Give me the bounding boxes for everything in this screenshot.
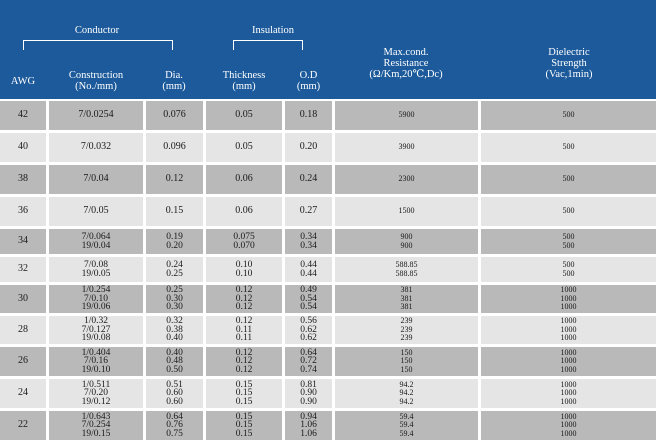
dia-cell-value: 0.25 — [166, 285, 183, 296]
dielectric-cell-value: 500 — [562, 268, 575, 278]
awg-cell-value: 24 — [18, 387, 28, 399]
od-cell-value: 0.64 — [300, 347, 317, 358]
dia-cell-value: 0.60 — [166, 388, 183, 399]
od-cell-value: 0.72 — [300, 356, 317, 367]
od-cell — [285, 316, 332, 344]
resistance-cell-value: 588.85 — [395, 268, 418, 278]
dielectric-cell-value: 1000 — [560, 333, 577, 343]
table-row — [0, 133, 656, 162]
resistance-cell — [335, 165, 478, 194]
resistance-cell-value: 150 — [400, 364, 413, 374]
awg-cell-value: 28 — [18, 323, 28, 335]
resistance-cell-value: 381 — [400, 293, 413, 303]
resistance-cell — [335, 411, 478, 440]
od-header-line-1: O.D — [299, 70, 318, 81]
dielectric-cell-value: 1000 — [560, 396, 577, 406]
od-cell — [285, 101, 332, 130]
dia-cell-value: 0.75 — [166, 428, 183, 439]
thickness-cell-value: 0.12 — [235, 285, 253, 296]
od-cell — [285, 257, 332, 282]
dielectric-cell-value: 500 — [562, 110, 575, 120]
awg-cell — [0, 257, 46, 282]
dielectric-cell — [481, 229, 656, 254]
construction-cell — [49, 229, 143, 254]
resistance-cell — [335, 316, 478, 344]
od-cell-value: 0.62 — [300, 324, 317, 335]
resistance-cell-value: 2300 — [398, 174, 415, 184]
dia-cell-value: 0.12 — [165, 173, 184, 185]
resistance-cell-value: 239 — [400, 316, 413, 326]
awg-cell — [0, 379, 46, 408]
awg-cell — [0, 347, 46, 376]
thickness-cell-value: 0.15 — [235, 428, 253, 439]
thickness-header-line-1: Thickness — [222, 70, 266, 81]
dielectric-cell-value: 1000 — [560, 302, 577, 312]
awg-header: AWG — [10, 76, 36, 87]
od-cell-value: 0.44 — [300, 268, 317, 279]
resistance-header-line-2: Resistance — [383, 58, 429, 69]
dielectric-cell-value: 500 — [562, 206, 575, 216]
construction-cell — [49, 197, 143, 226]
construction-cell — [49, 101, 143, 130]
od-cell-value: 0.34 — [300, 240, 317, 251]
construction-cell-value: 7/0.0254 — [78, 109, 114, 121]
dia-header — [146, 70, 202, 92]
od-cell-value: 0.49 — [300, 285, 317, 296]
resistance-cell-value: 150 — [400, 347, 413, 357]
construction-cell-value: 7/0.10 — [83, 293, 108, 304]
construction-cell-value: 1/0.254 — [81, 285, 111, 296]
thickness-header — [206, 70, 282, 92]
thickness-cell-value: 0.11 — [235, 324, 253, 335]
dielectric-cell-value: 500 — [562, 240, 575, 250]
construction-cell-value: 7/0.05 — [83, 205, 109, 217]
od-cell-value: 0.44 — [300, 259, 317, 270]
awg-cell — [0, 316, 46, 344]
dielectric-cell — [481, 379, 656, 408]
table-row — [0, 285, 656, 313]
thickness-cell-value: 0.15 — [235, 379, 253, 390]
dielectric-cell — [481, 285, 656, 313]
awg-cell-value: 32 — [18, 263, 28, 275]
construction-cell-value: 19/0.12 — [81, 396, 111, 407]
resistance-cell — [335, 101, 478, 130]
od-cell-value: 0.54 — [300, 302, 317, 313]
construction-header — [50, 70, 142, 92]
od-cell-value: 0.81 — [300, 379, 317, 390]
thickness-cell-value: 0.10 — [235, 268, 253, 279]
od-cell-value: 0.94 — [300, 411, 317, 422]
awg-cell-value: 34 — [18, 235, 28, 247]
construction-cell-value: 19/0.15 — [81, 428, 111, 439]
thickness-cell — [206, 197, 282, 226]
resistance-cell — [335, 379, 478, 408]
dielectric-cell-value: 500 — [562, 142, 575, 152]
od-cell-value: 0.56 — [300, 316, 317, 327]
thickness-cell-value: 0.11 — [235, 333, 253, 344]
dielectric-header-line-2: Strength — [551, 58, 587, 69]
awg-cell-value: 30 — [18, 292, 28, 304]
thickness-cell — [206, 257, 282, 282]
dia-cell-value: 0.76 — [166, 420, 183, 431]
construction-cell-value: 19/0.10 — [81, 364, 111, 375]
construction-cell-value: 19/0.08 — [81, 333, 111, 344]
construction-cell-value: 1/0.32 — [83, 316, 108, 327]
thickness-cell-value: 0.10 — [235, 259, 253, 270]
thickness-cell-value: 0.12 — [235, 347, 253, 358]
resistance-cell-value: 94.2 — [399, 379, 414, 389]
thickness-cell-value: 0.15 — [235, 388, 253, 399]
thickness-cell — [206, 285, 282, 313]
dielectric-cell — [481, 133, 656, 162]
construction-cell — [49, 347, 143, 376]
thickness-cell-value: 0.15 — [235, 396, 253, 407]
thickness-cell-value: 0.12 — [235, 316, 253, 327]
dia-cell — [146, 257, 203, 282]
resistance-cell-value: 59.4 — [399, 428, 414, 438]
thickness-header-line-2: (mm) — [232, 81, 256, 92]
dielectric-header-line-1: Dielectric — [548, 47, 590, 58]
dia-cell-value: 0.25 — [166, 268, 183, 279]
od-cell-value: 1.06 — [300, 420, 317, 431]
od-cell-value: 0.18 — [299, 109, 318, 121]
od-cell-value: 0.24 — [299, 173, 318, 185]
thickness-cell-value: 0.06 — [235, 205, 253, 217]
construction-header-line-1: Construction — [68, 70, 124, 81]
table-header — [0, 0, 656, 99]
construction-cell — [49, 285, 143, 313]
od-cell-value: 0.34 — [300, 231, 317, 242]
dielectric-cell-value: 500 — [562, 231, 575, 241]
dielectric-cell — [481, 316, 656, 344]
dia-cell-value: 0.096 — [163, 141, 186, 153]
dia-cell — [146, 229, 203, 254]
dielectric-cell — [481, 411, 656, 440]
resistance-cell-value: 5900 — [398, 110, 415, 120]
resistance-cell-value: 381 — [400, 302, 413, 312]
thickness-cell-value: 0.05 — [235, 141, 253, 153]
thickness-cell-value: 0.070 — [233, 240, 255, 251]
od-cell-value: 0.27 — [299, 205, 318, 217]
table-row — [0, 197, 656, 226]
awg-cell-value: 38 — [18, 173, 28, 185]
construction-cell-value: 7/0.08 — [83, 259, 108, 270]
resistance-cell — [335, 285, 478, 313]
od-cell-value: 0.74 — [300, 364, 317, 375]
od-cell-value: 0.90 — [300, 388, 317, 399]
thickness-cell-value: 0.12 — [235, 364, 253, 375]
od-cell — [285, 347, 332, 376]
dia-cell-value: 0.48 — [166, 356, 183, 367]
insulation-group-label: Insulation — [252, 25, 294, 36]
resistance-cell — [335, 197, 478, 226]
dia-cell — [146, 285, 203, 313]
dia-cell-value: 0.24 — [166, 259, 183, 270]
resistance-cell-value: 3900 — [398, 142, 415, 152]
awg-cell-value: 36 — [18, 205, 28, 217]
conductor-bracket — [23, 40, 173, 50]
dia-cell — [146, 316, 203, 344]
dielectric-cell-value: 1000 — [560, 356, 577, 366]
awg-cell-value: 42 — [18, 109, 28, 121]
dia-cell — [146, 133, 203, 162]
construction-cell — [49, 316, 143, 344]
thickness-cell — [206, 229, 282, 254]
resistance-cell-value: 59.4 — [399, 411, 414, 421]
dielectric-cell-value: 1000 — [560, 411, 577, 421]
dia-cell — [146, 347, 203, 376]
resistance-cell-value: 1500 — [398, 206, 415, 216]
table-row — [0, 316, 656, 344]
thickness-cell-value: 0.12 — [235, 293, 253, 304]
od-cell — [285, 285, 332, 313]
resistance-cell-value: 239 — [400, 333, 413, 343]
table-row — [0, 379, 656, 408]
od-cell — [285, 197, 332, 226]
dia-header-line-2: (mm) — [162, 81, 186, 92]
table-row — [0, 257, 656, 282]
awg-cell — [0, 229, 46, 254]
dia-cell-value: 0.64 — [166, 411, 183, 422]
dia-header-line-1: Dia. — [165, 70, 183, 81]
od-cell-value: 0.54 — [300, 293, 317, 304]
dielectric-cell-value: 1000 — [560, 285, 577, 295]
construction-header-line-2: (No./mm) — [75, 81, 117, 92]
awg-cell — [0, 285, 46, 313]
resistance-header — [336, 47, 476, 80]
dia-cell-value: 0.51 — [166, 379, 183, 390]
dielectric-cell — [481, 165, 656, 194]
construction-cell — [49, 379, 143, 408]
thickness-cell-value: 0.15 — [235, 411, 253, 422]
dielectric-cell-value: 1000 — [560, 379, 577, 389]
od-cell-value: 0.20 — [299, 141, 318, 153]
resistance-cell — [335, 347, 478, 376]
construction-cell-value: 19/0.04 — [81, 240, 111, 251]
construction-cell-value: 7/0.127 — [81, 324, 111, 335]
construction-cell — [49, 411, 143, 440]
od-cell — [285, 411, 332, 440]
dia-cell-value: 0.38 — [166, 324, 183, 335]
thickness-cell — [206, 316, 282, 344]
construction-cell-value: 1/0.511 — [81, 379, 111, 390]
dia-cell-value: 0.32 — [166, 316, 183, 327]
awg-cell-value: 40 — [18, 141, 28, 153]
od-header-line-2: (mm) — [296, 81, 321, 92]
dia-cell-value: 0.30 — [166, 302, 183, 313]
awg-cell — [0, 133, 46, 162]
resistance-cell-value: 900 — [400, 231, 413, 241]
dielectric-cell-value: 500 — [562, 259, 575, 269]
dielectric-cell-value: 500 — [562, 174, 575, 184]
dielectric-cell-value: 1000 — [560, 364, 577, 374]
resistance-cell-value: 150 — [400, 356, 413, 366]
awg-cell — [0, 101, 46, 130]
insulation-bracket — [233, 40, 303, 50]
construction-cell — [49, 133, 143, 162]
resistance-cell — [335, 229, 478, 254]
resistance-cell-value: 900 — [400, 240, 413, 250]
dia-cell — [146, 379, 203, 408]
dia-cell-value: 0.40 — [166, 333, 183, 344]
od-cell-value: 1.06 — [300, 428, 317, 439]
construction-cell-value: 1/0.643 — [81, 411, 111, 422]
construction-cell-value: 7/0.04 — [83, 173, 109, 185]
resistance-cell — [335, 133, 478, 162]
od-cell — [285, 165, 332, 194]
dielectric-cell — [481, 257, 656, 282]
resistance-cell-value: 381 — [400, 285, 413, 295]
construction-cell-value: 19/0.05 — [81, 268, 111, 279]
construction-cell-value: 7/0.254 — [81, 420, 111, 431]
dielectric-header-line-3: (Vac,1min) — [545, 69, 593, 80]
construction-cell-value: 7/0.064 — [81, 231, 111, 242]
thickness-cell — [206, 379, 282, 408]
dia-cell — [146, 165, 203, 194]
thickness-cell-value: 0.12 — [235, 302, 253, 313]
dielectric-cell-value: 1000 — [560, 324, 577, 334]
dielectric-cell — [481, 197, 656, 226]
table-row — [0, 229, 656, 254]
dielectric-cell-value: 1000 — [560, 388, 577, 398]
thickness-cell — [206, 133, 282, 162]
construction-cell-value: 7/0.16 — [83, 356, 108, 367]
thickness-cell — [206, 411, 282, 440]
construction-cell-value: 7/0.20 — [83, 388, 108, 399]
thickness-cell-value: 0.12 — [235, 356, 253, 367]
dielectric-cell-value: 1000 — [560, 293, 577, 303]
resistance-cell — [335, 257, 478, 282]
awg-cell-value: 26 — [18, 355, 28, 367]
conductor-group-label: Conductor — [74, 25, 120, 36]
dia-cell — [146, 411, 203, 440]
dia-cell-value: 0.50 — [166, 364, 183, 375]
dielectric-cell-value: 1000 — [560, 316, 577, 326]
resistance-cell-value: 588.85 — [395, 259, 418, 269]
dielectric-cell — [481, 347, 656, 376]
thickness-cell — [206, 165, 282, 194]
dia-cell-value: 0.19 — [166, 231, 183, 242]
thickness-cell — [206, 101, 282, 130]
dielectric-header — [482, 47, 656, 80]
dia-cell-value: 0.20 — [166, 240, 183, 251]
thickness-cell-value: 0.075 — [233, 231, 255, 242]
thickness-cell-value: 0.06 — [235, 173, 253, 185]
resistance-header-line-3: (Ω/Km,20℃,Dc) — [369, 69, 443, 80]
od-cell-value: 0.90 — [300, 396, 317, 407]
od-cell — [285, 379, 332, 408]
table-row — [0, 347, 656, 376]
dielectric-cell — [481, 101, 656, 130]
dia-cell-value: 0.076 — [163, 109, 186, 121]
od-cell-value: 0.62 — [300, 333, 317, 344]
construction-cell-value: 1/0.404 — [81, 347, 111, 358]
resistance-cell-value: 94.2 — [399, 388, 414, 398]
construction-cell-value: 7/0.032 — [80, 141, 112, 153]
dia-cell-value: 0.40 — [166, 347, 183, 358]
thickness-cell-value: 0.15 — [235, 420, 253, 431]
dielectric-cell-value: 1000 — [560, 428, 577, 438]
dia-cell-value: 0.30 — [166, 293, 183, 304]
awg-cell — [0, 197, 46, 226]
resistance-cell-value: 239 — [400, 324, 413, 334]
resistance-cell-value: 59.4 — [399, 420, 414, 430]
resistance-header-line-1: Max.cond. — [383, 47, 429, 58]
thickness-cell — [206, 347, 282, 376]
od-cell — [285, 229, 332, 254]
dia-cell-value: 0.60 — [166, 396, 183, 407]
awg-cell — [0, 411, 46, 440]
dielectric-cell-value: 1000 — [560, 420, 577, 430]
table-row — [0, 165, 656, 194]
dielectric-cell-value: 1000 — [560, 347, 577, 357]
od-header — [285, 70, 332, 92]
dia-cell — [146, 101, 203, 130]
construction-cell — [49, 165, 143, 194]
construction-cell — [49, 257, 143, 282]
dia-cell-value: 0.15 — [165, 205, 184, 217]
table-row — [0, 411, 656, 440]
construction-cell-value: 19/0.06 — [81, 302, 111, 313]
od-cell — [285, 133, 332, 162]
awg-cell-value: 22 — [18, 419, 28, 431]
thickness-cell-value: 0.05 — [235, 109, 253, 121]
resistance-cell-value: 94.2 — [399, 396, 414, 406]
dia-cell — [146, 197, 203, 226]
table-row — [0, 101, 656, 130]
awg-cell — [0, 165, 46, 194]
